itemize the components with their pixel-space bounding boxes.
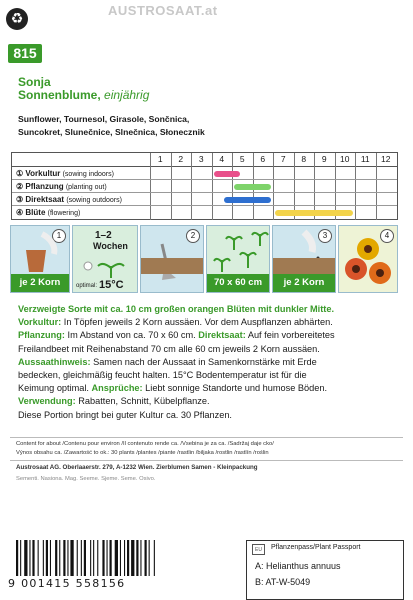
barcode-bar xyxy=(154,540,155,576)
barcode-bar xyxy=(70,540,73,576)
ansprueche-paragraph xyxy=(18,382,403,395)
month-number: 9 xyxy=(321,154,327,164)
brand-url: AUSTROSAAT.at xyxy=(108,3,218,18)
calendar-bar xyxy=(234,184,271,190)
names-line-1: Sunflower, Tournesol, Girasole, Sončnica, xyxy=(18,114,190,124)
barcode-bar xyxy=(131,540,134,576)
month-number: 7 xyxy=(280,154,286,164)
plant-passport xyxy=(246,540,404,600)
picto-direct-sowing xyxy=(272,225,336,293)
text-line-5: bedecken, gleichmäßig feucht halten. 15°C Bodentemperatur ist für die xyxy=(18,370,307,381)
passport-b: B: AT-W-5049 xyxy=(255,577,311,587)
optimal-temp: 15°C xyxy=(99,279,124,291)
portion-text: Diese Portion bringt bei guter Kultur ca. 30 Pflanzen. xyxy=(18,409,232,420)
sprout-icon xyxy=(76,252,136,282)
spacing-label: 70 x 60 cm xyxy=(207,274,269,292)
barcode-bar xyxy=(107,540,108,576)
sowing-calendar xyxy=(11,152,398,220)
picto-flowering xyxy=(338,225,398,293)
barcode-bar xyxy=(77,540,78,576)
pot-icon xyxy=(12,228,70,276)
seedlings-icon xyxy=(208,228,270,276)
barcode-bar xyxy=(127,540,129,576)
barcode-bar xyxy=(50,540,51,576)
vorkultur-text: In Töpfen jeweils 2 Korn aussäen. Vor dem Auspflanzen abhärten. xyxy=(63,317,333,328)
barcode-bar xyxy=(97,540,98,576)
divider xyxy=(10,437,403,438)
calendar-row-label: ② Pflanzung (planting out) xyxy=(16,182,107,191)
barcode-bar xyxy=(149,540,150,576)
month-number: 5 xyxy=(239,154,245,164)
picto-spacing xyxy=(206,225,270,293)
barcode-bar xyxy=(29,540,30,576)
step-number-badge: 2 xyxy=(186,229,200,243)
barcode-bar xyxy=(81,540,82,576)
aussaat-text: Samen nach der Aussaat in Samenkornstärke mit Erde xyxy=(93,356,317,367)
content-line-2: Výnos obsahu ca. /Zawartość to ok.: 30 plants /plantes /piante /rastlin /biljaka /rostlin /rastlín /roślin xyxy=(16,450,269,456)
text-line-3: Freilandbeet mit Reihenabstand 70 cm alle 60 cm jeweils 2 Korn aussäen. xyxy=(18,343,320,354)
calendar-row xyxy=(12,193,397,206)
calendar-bar xyxy=(214,171,241,177)
month-number: 11 xyxy=(360,154,370,164)
pflanzung-paragraph xyxy=(18,329,403,342)
month-number: 12 xyxy=(381,154,391,164)
barcode-bar xyxy=(136,540,138,576)
month-number: 8 xyxy=(301,154,307,164)
calendar-bar xyxy=(275,210,353,216)
barcode-bar xyxy=(145,540,147,576)
pictogram-strip xyxy=(10,225,400,295)
ansprueche-heading: Ansprüche: xyxy=(91,383,143,394)
barcode-bar xyxy=(90,540,91,576)
barcode-bar xyxy=(110,540,112,576)
company-address: Austrosaat AG. Oberlaaerstr. 279, A-1232 Wien. Zierblumen Samen - Kleinpackung xyxy=(16,464,258,471)
direktsaat-heading: Direktsaat: xyxy=(198,330,246,341)
optimal-label: optimal: xyxy=(76,283,98,289)
barcode-bar xyxy=(93,540,94,576)
picto-label: je 2 Korn xyxy=(273,274,335,292)
translated-names xyxy=(18,113,205,138)
barcode-bar xyxy=(67,540,68,576)
picto-sowing-indoors xyxy=(10,225,70,293)
verwendung-heading: Verwendung: xyxy=(18,396,76,407)
picto-planting xyxy=(140,225,204,293)
vorkultur-heading: Vorkultur: xyxy=(18,317,62,328)
soil xyxy=(273,258,335,274)
barcode-bar xyxy=(32,540,34,576)
species-label: Sonnenblume, xyxy=(18,88,101,102)
divider xyxy=(10,460,403,461)
barcode xyxy=(12,540,237,580)
barcode-bar xyxy=(59,540,60,576)
header-bar xyxy=(0,0,413,40)
month-number: 2 xyxy=(178,154,184,164)
pflanzung-heading: Pflanzung: xyxy=(18,330,65,341)
eu-flag-icon: EU xyxy=(252,544,265,555)
month-number: 6 xyxy=(260,154,266,164)
step-number-badge: 1 xyxy=(52,229,66,243)
product-number: 815 xyxy=(8,44,42,63)
barcode-number: 9 001415 558156 xyxy=(8,577,126,590)
barcode-bar xyxy=(43,540,44,576)
calendar-row xyxy=(12,206,397,219)
barcode-bar xyxy=(124,540,125,576)
aussaat-paragraph xyxy=(18,356,403,369)
barcode-bar xyxy=(120,540,121,576)
names-line-2: Suncokret, Slunečnice, Slnečnica, Słonecznik xyxy=(18,126,205,137)
description-text xyxy=(18,303,403,422)
recycle-icon: ♻ xyxy=(6,8,28,30)
barcode-bar xyxy=(63,540,65,576)
barcode-bar xyxy=(84,540,86,576)
seeds-languages: Sementi. Nasiona. Mag. Seeme. Sjeme. Seme. Osivo. xyxy=(16,476,156,482)
barcode-bar xyxy=(55,540,57,576)
barcode-bar xyxy=(16,540,18,576)
barcode-bar xyxy=(24,540,27,576)
barcode-bar xyxy=(140,540,141,576)
calendar-bar xyxy=(224,197,271,203)
calendar-row xyxy=(12,167,397,180)
text-line-6a: Keimung optimal. xyxy=(18,383,89,394)
vorkultur-paragraph xyxy=(18,316,403,329)
verwendung-paragraph xyxy=(18,395,403,408)
soil xyxy=(141,258,203,274)
barcode-bar xyxy=(102,540,104,576)
barcode-bar xyxy=(46,540,48,576)
passport-title: Pflanzenpass/Plant Passport xyxy=(271,544,361,551)
variety-name: Sonja xyxy=(18,75,51,89)
calendar-row-label: ③ Direktsaat (sowing outdoors) xyxy=(16,195,122,204)
month-number: 10 xyxy=(340,154,350,164)
pflanzung-text: Im Abstand von ca. 70 x 60 cm. xyxy=(67,330,196,341)
picto-label: je 2 Korn xyxy=(11,274,69,292)
month-number: 1 xyxy=(157,154,163,164)
month-number: 4 xyxy=(219,154,225,164)
calendar-row xyxy=(12,180,397,193)
month-number: 3 xyxy=(198,154,204,164)
picto-germination xyxy=(72,225,138,293)
barcode-bar xyxy=(115,540,118,576)
direktsaat-text: Auf fein vorbereitetes xyxy=(247,330,335,341)
calendar-row-label: ④ Blüte (flowering) xyxy=(16,208,81,217)
species-name xyxy=(18,88,149,102)
aussaat-heading: Aussaathinweis: xyxy=(18,356,91,367)
step-number-badge: 3 xyxy=(318,229,332,243)
cycle-label: einjährig xyxy=(104,88,150,102)
barcode-bar xyxy=(20,540,21,576)
calendar-row-label: ① Vorkultur (sowing indoors) xyxy=(16,169,114,178)
weeks-number: 1–2 xyxy=(95,230,112,241)
verwendung-text: Rabatten, Schnitt, Kübelpflanze. xyxy=(78,396,210,407)
flower-icon xyxy=(340,227,398,293)
weeks-label: Wochen xyxy=(93,241,128,251)
passport-a: A: Helianthus annuus xyxy=(255,561,341,571)
headline: Verzweigte Sorte mit ca. 10 cm großen orangen Blüten mit dunkler Mitte. xyxy=(18,304,335,314)
barcode-bar xyxy=(38,540,39,576)
content-line-1: Content for about /Contenu pour environ /Il contenuto rende ca. /Vsebina je za ca. /Sadržaj daje cko/ xyxy=(16,441,274,447)
ansprueche-text: Liebt sonnige Standorte und humose Böden. xyxy=(145,383,328,394)
step-number-badge: 4 xyxy=(380,229,394,243)
